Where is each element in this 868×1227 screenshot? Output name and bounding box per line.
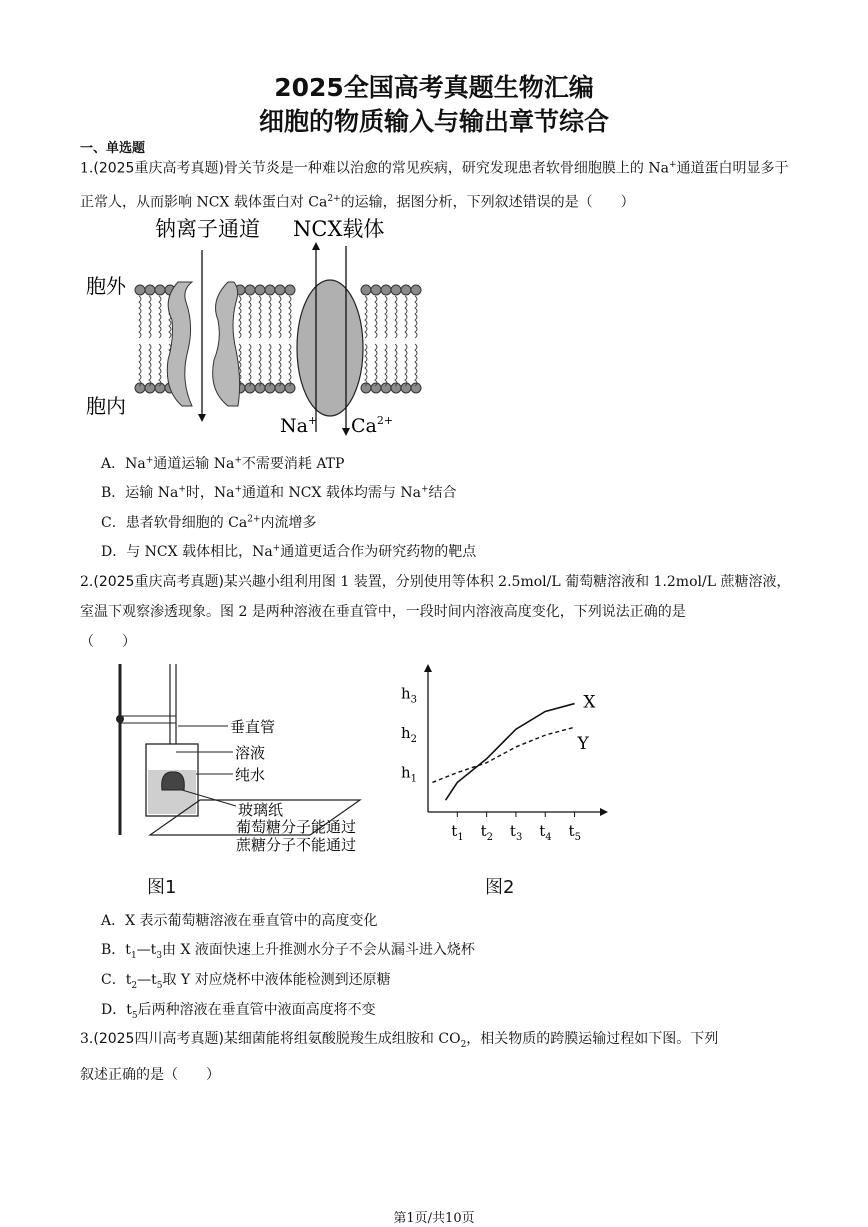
y-tick-label: $h_2$ — [401, 724, 418, 746]
phospholipid-head — [155, 285, 165, 295]
q2-option-c[interactable]: C．$t_2—t_5$取 Y 对应烧杯中液体能检测到还原糖 — [101, 972, 391, 991]
channel-protein-right — [213, 282, 240, 406]
funnel — [162, 772, 185, 790]
x-tick-label: $t_3$ — [509, 822, 523, 843]
fatty-acid-tail — [239, 296, 241, 338]
label-sucrose: 蔗糖分子不能通过 — [236, 836, 357, 854]
label-glucose: 葡萄糖分子能通过 — [236, 818, 357, 836]
phospholipid-head — [265, 285, 275, 295]
q1-option-a[interactable]: A．Na+通道运输 Na+不需要消耗 ATP — [101, 455, 345, 472]
sodium-arrowhead — [198, 414, 206, 422]
x-axis-arrow — [600, 808, 608, 816]
series-x-line — [446, 704, 575, 801]
fatty-acid-tail — [159, 296, 161, 338]
fatty-acid-tail — [269, 344, 271, 386]
fatty-acid-tail — [249, 344, 251, 386]
phospholipid-head — [411, 285, 421, 295]
question-3-text: 3.(2025四川高考真题)某细菌能将组氨酸脱羧生成组胺和 $CO_2$，相关物质的跨膜运输过程如下图。下列 叙述正确的是（ ） — [80, 1031, 719, 1083]
fatty-acid-tail — [269, 296, 271, 338]
fatty-acid-tail — [259, 344, 261, 386]
label-na: Na+ — [280, 414, 318, 437]
y-tick-label: $h_1$ — [401, 763, 418, 785]
fatty-acid-tail — [385, 344, 387, 386]
x-tick-label: $t_5$ — [568, 822, 581, 843]
y-axis-arrow — [424, 664, 432, 672]
q2-text-line1: 某兴趣小组利用图 1 装置，分别使用等体积 2.5mol/L 葡萄糖溶液和 1.2mol/L 蔗糖 — [223, 574, 749, 590]
phospholipid-head — [255, 285, 265, 295]
section-heading: 一、单选题 — [80, 141, 146, 156]
fatty-acid-tail — [259, 296, 261, 338]
clamp-joint — [116, 715, 124, 723]
fatty-acid-tail — [415, 296, 417, 338]
fatty-acid-tail — [289, 344, 291, 386]
q2-number: 2. — [80, 574, 94, 590]
label-outside: 胞外 — [86, 274, 126, 298]
label-solution: 溶液 — [235, 744, 266, 762]
q3-text-line2: 叙述正确的是（ ） — [80, 1066, 220, 1083]
phospholipid-head — [371, 285, 381, 295]
x-tick-label: $t_1$ — [451, 822, 464, 843]
fatty-acid-tail — [139, 296, 141, 338]
q1-option-d[interactable]: D．与 NCX 载体相比，Na+通道更适合作为研究药物的靶点 — [101, 543, 477, 560]
page-title: 2025全国高考真题生物汇编 — [274, 73, 594, 102]
label-membrane: 玻璃纸 — [238, 801, 284, 819]
clamp-arm — [120, 716, 176, 723]
x-tick-label: $t_2$ — [480, 822, 494, 843]
q3-text-a: 某细菌能将组氨酸脱羧生成组胺和 CO — [223, 1031, 461, 1047]
figure-1-caption: 图1 — [147, 877, 177, 898]
page-subtitle: 细胞的物质输入与输出章节综合 — [258, 107, 609, 136]
phospholipid-head — [285, 285, 295, 295]
q1-text-a: 骨关节炎是一种难以治愈的常见疾病，研究发现患者软骨细胞膜上的 Na — [223, 160, 669, 177]
fatty-acid-tail — [149, 344, 151, 386]
q1-option-c[interactable]: C．患者软骨细胞的 $Ca^{2+}$内流增多 — [101, 514, 317, 531]
phospholipid-head — [245, 285, 255, 295]
q2-option-a[interactable]: A．X 表示葡萄糖溶液在垂直管中的高度变化 — [101, 913, 378, 929]
label-pure-water: 纯水 — [235, 766, 266, 784]
fatty-acid-tail — [149, 296, 151, 338]
fatty-acid-tail — [289, 296, 291, 338]
q3-source: (2025四川高考真题) — [93, 1031, 224, 1047]
phospholipid-head — [361, 285, 371, 295]
x-tick-label: $t_4$ — [539, 822, 552, 843]
label-ncx: NCX载体 — [293, 217, 385, 241]
q2-source: (2025重庆高考真题) — [93, 574, 224, 590]
phospholipid-head — [391, 285, 401, 295]
series-y-line — [432, 727, 574, 782]
phospholipid-head — [135, 285, 145, 295]
fatty-acid-tail — [279, 296, 281, 338]
series-y-label: Y — [577, 734, 589, 755]
height-time-chart — [398, 664, 618, 854]
phospholipid-head — [145, 285, 155, 295]
ncx-carrier-protein — [297, 280, 363, 416]
question-2-text — [80, 567, 792, 657]
y-tick-label: $h_3$ — [401, 684, 418, 706]
label-ca: $Ca^{2+}$ — [351, 414, 394, 437]
fatty-acid-tail — [365, 296, 367, 338]
fatty-acid-tail — [365, 344, 367, 386]
fatty-acid-tail — [385, 296, 387, 338]
membrane-figure — [80, 210, 440, 440]
fatty-acid-tail — [375, 344, 377, 386]
phospholipid-head — [275, 285, 285, 295]
fatty-acid-tail — [375, 296, 377, 338]
fatty-acid-tail — [249, 296, 251, 338]
q2-text-line3: （ ） — [80, 634, 136, 650]
figure-2-caption: 图2 — [485, 877, 515, 898]
label-inside: 胞内 — [86, 394, 126, 418]
fatty-acid-tail — [159, 344, 161, 386]
q1-text-b: 通道蛋白明显多于正常人，从而影响 NCX 载体蛋白对 Ca — [80, 160, 789, 211]
q2-option-d[interactable]: D．$t_5$后两种溶液在垂直管中液面高度将不变 — [101, 1002, 376, 1021]
fatty-acid-tail — [405, 344, 407, 386]
phospholipid-head — [401, 285, 411, 295]
fatty-acid-tail — [415, 344, 417, 386]
phospholipid-head — [381, 285, 391, 295]
ca-arrowhead — [342, 428, 350, 436]
fatty-acid-tail — [395, 296, 397, 338]
fatty-acid-tail — [395, 344, 397, 386]
q1-number: 1. — [80, 160, 94, 177]
q1-source: (2025重庆高考真题) — [93, 160, 224, 177]
fatty-acid-tail — [139, 344, 141, 386]
series-x-label: X — [583, 692, 596, 713]
fatty-acid-tail — [279, 344, 281, 386]
q2-option-b[interactable]: B．$t_1—t_3$由 X 液面快速上升推测水分子不会从漏斗进入烧杯 — [101, 942, 475, 961]
q1-text-c: 的运输，据图分析，下列叙述错误的是（ ） — [340, 194, 635, 211]
label-vertical-tube: 垂直管 — [230, 718, 276, 736]
osmosis-apparatus-figure — [90, 660, 390, 860]
fatty-acid-tail — [405, 296, 407, 338]
channel-protein-left — [167, 282, 192, 406]
q3-text-b: ，相关物质的跨膜运输过程如下图。下列 — [466, 1031, 719, 1047]
na-arrowhead — [312, 242, 320, 250]
question-1-text: 1.(2025重庆高考真题)骨关节炎是一种难以治愈的常见疾病，研究发现患者软骨细胞膜上的 Na+通道蛋白明显多于正常人，从而影响 NCX 载体蛋白对 $Ca^{2+}$的运输，据图分析，下列叙述错误的是（ ） — [80, 160, 789, 211]
q3-number: 3. — [80, 1031, 94, 1047]
label-sodium-channel: 钠离子通道 — [155, 217, 260, 241]
page-footer: 第1页/共10页 — [393, 1211, 475, 1226]
q2-text-line2: 溶液，室温下观察渗透现象。图 2 是两种溶液在垂直管中，一段时间内溶液高度变化，下列说法正确的是 — [80, 574, 791, 620]
q1-option-b[interactable]: B．运输 Na+时，Na+通道和 NCX 载体均需与 Na+结合 — [101, 484, 457, 501]
